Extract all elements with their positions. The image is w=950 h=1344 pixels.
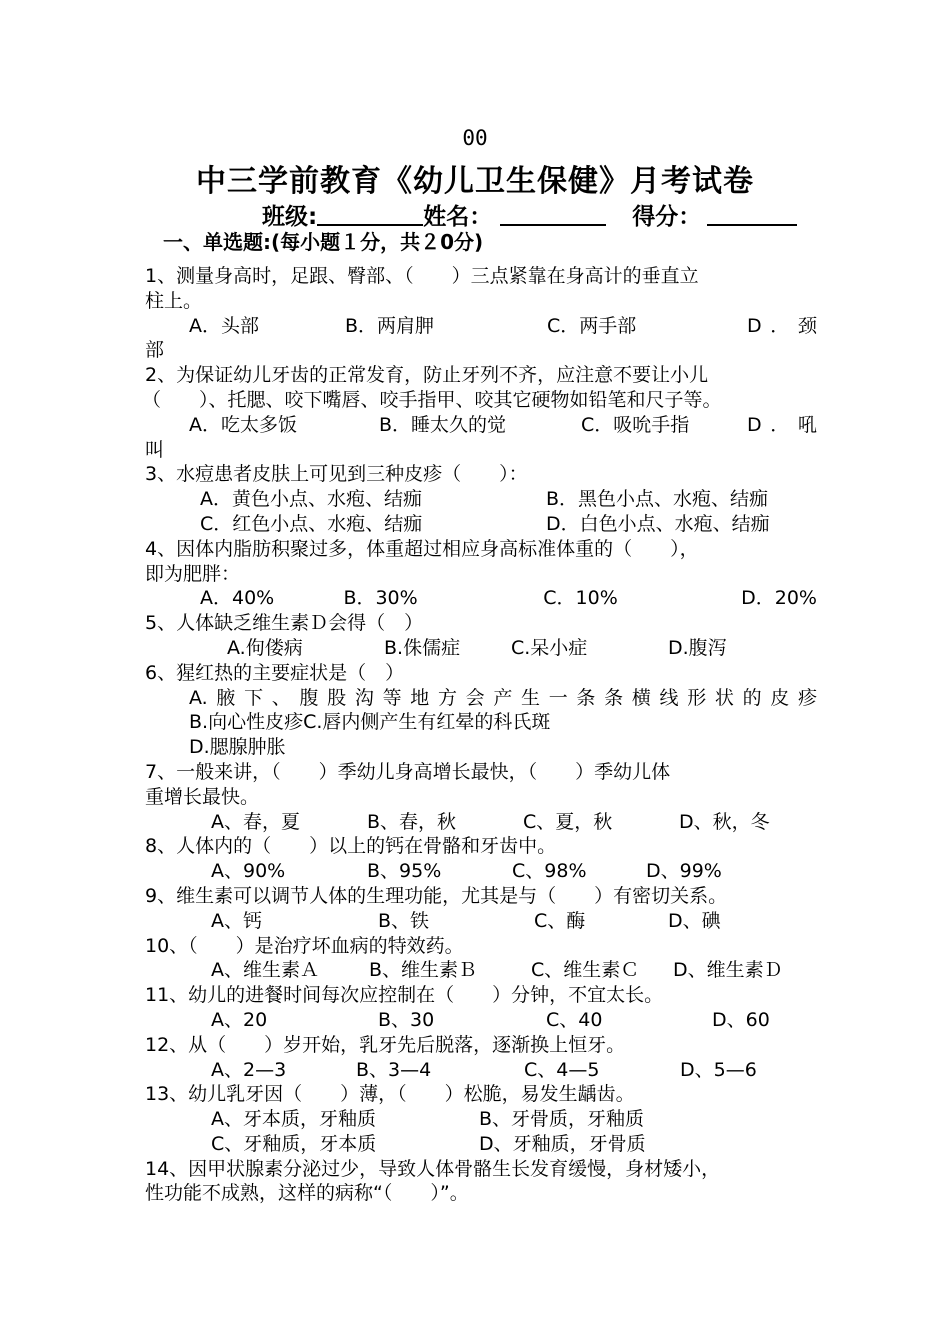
option-a[interactable]: A.腋下、腹股沟等地方会产生一条条横线形状的皮疹: [189, 686, 817, 709]
option-b[interactable]: B．30%: [343, 587, 418, 610]
question-list: [142, 264, 817, 1206]
option-d[interactable]: D、秋，冬: [679, 810, 770, 833]
option-b[interactable]: B、春，秋: [367, 810, 457, 833]
score-label: 得分：: [632, 204, 702, 230]
option-a[interactable]: A．40%: [200, 587, 275, 610]
option-c[interactable]: C、酶: [534, 909, 586, 932]
option-b[interactable]: B、30: [378, 1008, 435, 1031]
option-a[interactable]: A、钙: [211, 909, 262, 932]
question-3-options-row1: [145, 487, 817, 512]
section-title: 一、单选题:(每小题１分，共２0分): [163, 230, 484, 254]
option-c[interactable]: C.呆小症: [511, 636, 588, 659]
option-c[interactable]: C、夏，秋: [523, 810, 613, 833]
question-2-options: [145, 413, 817, 438]
question-2-stem-cont: （ ）、托腮、咬下嘴唇、咬手指甲、咬其它硬物如铅笔和尺子等。: [142, 388, 722, 411]
option-d[interactable]: D、5—6: [680, 1058, 757, 1081]
option-b[interactable]: B．黑色小点、水疱、结痂: [546, 488, 769, 511]
option-b[interactable]: B、3—4: [356, 1058, 432, 1081]
option-d[interactable]: D、维生素Ｄ: [673, 959, 783, 982]
option-a[interactable]: A、20: [211, 1008, 268, 1031]
question-2-stem: 2、为保证幼儿牙齿的正常发育，防止牙列不齐，应注意不要让小儿: [145, 364, 709, 387]
question-4-options: [145, 586, 817, 611]
score-blank[interactable]: [707, 202, 797, 226]
option-b[interactable]: B．睡太久的觉: [379, 413, 507, 436]
question-1-options: [145, 314, 817, 339]
option-a[interactable]: A、维生素Ａ: [211, 959, 319, 982]
question-6-stem: 6、猩红热的主要症状是（ ）: [145, 661, 405, 684]
question-11-options: [145, 1008, 817, 1033]
option-c[interactable]: C、牙釉质，牙本质: [211, 1132, 377, 1155]
option-d[interactable]: D、牙釉质，牙骨质: [479, 1132, 646, 1155]
question-9-stem: 9、维生素可以调节人体的生理功能，尤其是与（ ）有密切关系。: [145, 884, 728, 907]
option-c[interactable]: C．吸吮手指: [581, 413, 690, 436]
question-13-options-row2: [145, 1132, 817, 1157]
question-1-stem: 1、测量身高时，足跟、臀部、（ ）三点紧靠在身高计的垂直立: [145, 265, 699, 287]
option-b[interactable]: B．两肩胛: [345, 314, 435, 337]
question-10-stem: 10、（ ）是治疗坏血病的特效药。: [145, 934, 464, 957]
question-7-stem-cont: 重增长最快。: [145, 785, 260, 808]
question-7-options: [145, 810, 817, 835]
option-a[interactable]: A、2—3: [211, 1058, 287, 1081]
question-4-stem-cont: 即为肥胖：: [145, 562, 241, 585]
option-d[interactable]: D、99%: [646, 860, 722, 883]
option-a[interactable]: A、牙本质，牙釉质: [211, 1108, 376, 1131]
option-d[interactable]: D、碘: [668, 909, 721, 932]
option-d[interactable]: D．20%: [741, 587, 817, 610]
class-blank[interactable]: [317, 202, 423, 226]
question-11-stem: 11、幼儿的进餐时间每次应控制在（ ）分钟，不宜太长。: [145, 984, 664, 1007]
question-12-stem: 12、从（ ）岁开始，乳牙先后脱落，逐渐换上恒牙。: [145, 1033, 626, 1056]
question-12-options: [145, 1058, 817, 1083]
question-1-stem-cont: 柱上。: [145, 289, 203, 312]
question-6-options-row2: [189, 710, 817, 735]
option-a[interactable]: A.佝偻病: [227, 636, 303, 659]
option-a[interactable]: A．黄色小点、水疱、结痂: [200, 488, 422, 511]
option-b[interactable]: B.向心性皮疹: [189, 711, 304, 734]
option-c[interactable]: C、98%: [512, 860, 587, 883]
option-d[interactable]: D、60: [712, 1008, 770, 1031]
question-3-options-row2: [145, 512, 817, 537]
question-5-stem: 5、人体缺乏维生素Ｄ会得（ ）: [145, 612, 424, 635]
option-a[interactable]: A、春，夏: [211, 810, 300, 833]
option-d[interactable]: D．吼: [747, 413, 817, 436]
name-label: 姓名：: [423, 204, 493, 230]
question-14-stem: 14、因甲状腺素分泌过少，导致人体骨骼生长发育缓慢，身材矮小，: [145, 1157, 721, 1180]
option-d[interactable]: D．白色小点、水疱、结痂: [546, 512, 770, 535]
name-blank[interactable]: [500, 202, 606, 226]
class-label: 班级:: [262, 204, 318, 230]
option-d[interactable]: D.腹泻: [668, 636, 727, 659]
option-c[interactable]: C．10%: [543, 587, 618, 610]
option-c[interactable]: C、40: [546, 1008, 603, 1031]
exam-title: 中三学前教育《幼儿卫生保健》月考试卷: [196, 164, 754, 199]
option-b[interactable]: B、铁: [378, 909, 430, 932]
question-13-stem: 13、幼儿乳牙因（ ）薄，（ ）松脆，易发生龋齿。: [145, 1083, 635, 1106]
question-9-options: [145, 909, 817, 934]
header-code: 00: [462, 126, 488, 150]
option-c[interactable]: C．两手部: [547, 314, 637, 337]
option-b[interactable]: B、维生素Ｂ: [369, 959, 478, 982]
question-8-options: [145, 859, 817, 884]
question-2-option-d-cont: 叫: [145, 438, 165, 461]
question-3-stem: 3、水痘患者皮肤上可见到三种皮疹（ ）：: [145, 463, 528, 486]
option-c[interactable]: C.唇内侧产生有红晕的科氏斑: [303, 711, 551, 734]
option-d[interactable]: D．颈: [747, 314, 817, 337]
question-14-stem-cont: 性功能不成熟，这样的病称“（ ）”。: [145, 1182, 469, 1205]
option-a[interactable]: A．吃太多饭: [189, 413, 297, 436]
question-4-stem: 4、因体内脂肪积聚过多，体重超过相应身高标准体重的（ ），: [145, 537, 699, 560]
question-10-options: [145, 958, 817, 983]
option-b[interactable]: B.侏儒症: [384, 636, 461, 659]
question-8-stem: 8、人体内的（ ）以上的钙在骨骼和牙齿中。: [145, 835, 557, 858]
question-1-option-d-cont: 部: [145, 339, 165, 362]
option-c[interactable]: C、维生素Ｃ: [531, 959, 640, 982]
option-b[interactable]: B、95%: [367, 860, 442, 883]
option-a[interactable]: A、90%: [211, 860, 286, 883]
option-d[interactable]: D.腮腺肿胀: [189, 736, 286, 759]
option-c[interactable]: C、4—5: [524, 1058, 600, 1081]
question-7-stem: 7、一般来讲，（ ）季幼儿身高增长最快，（ ）季幼儿体: [145, 760, 671, 783]
option-a[interactable]: A．头部: [189, 314, 259, 337]
option-b[interactable]: B、牙骨质，牙釉质: [479, 1108, 645, 1131]
question-13-options-row1: [145, 1107, 817, 1132]
question-5-options: [145, 636, 817, 661]
option-c[interactable]: C．红色小点、水疱、结痂: [200, 512, 423, 535]
